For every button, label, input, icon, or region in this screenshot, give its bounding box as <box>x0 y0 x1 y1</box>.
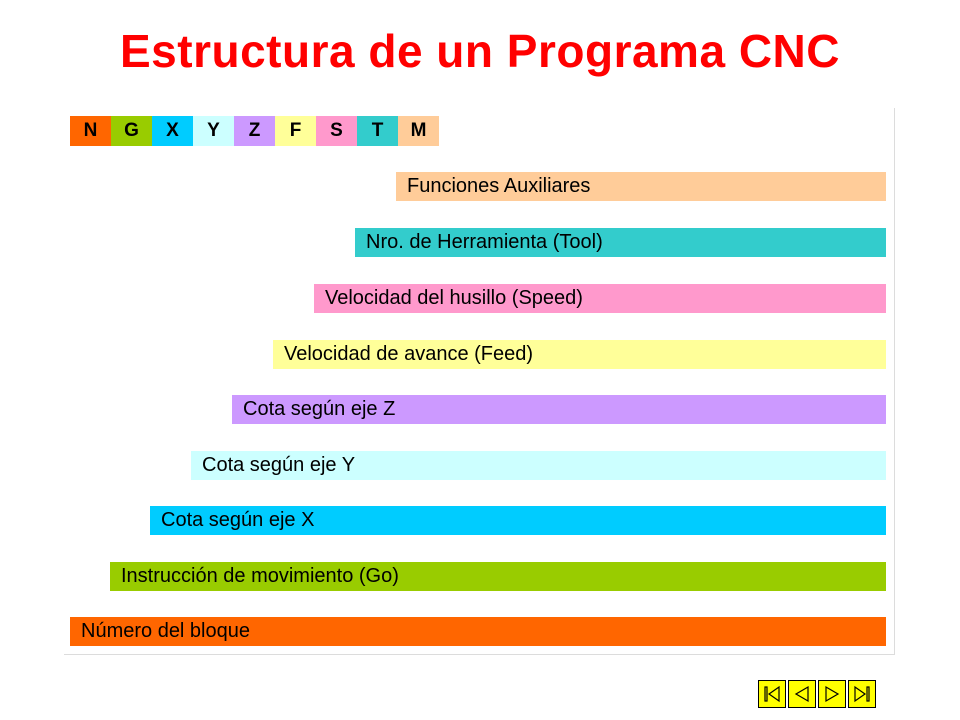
letter-s: S <box>316 116 357 146</box>
letter-f: F <box>275 116 316 146</box>
bar-funciones-auxiliares: Funciones Auxiliares <box>396 172 886 201</box>
bar-instruccion-movimiento: Instrucción de movimiento (Go) <box>110 562 886 591</box>
next-slide-button[interactable] <box>818 680 846 708</box>
last-slide-button[interactable] <box>848 680 876 708</box>
first-slide-icon <box>762 684 782 704</box>
letter-g: G <box>111 116 152 146</box>
bar-numero-bloque: Número del bloque <box>70 617 886 646</box>
page-title: Estructura de un Programa CNC <box>120 25 840 77</box>
letter-x: X <box>152 116 193 146</box>
bar-herramienta: Nro. de Herramienta (Tool) <box>355 228 886 257</box>
last-slide-icon <box>852 684 872 704</box>
slide-navigation <box>758 680 876 708</box>
letter-m: M <box>398 116 439 146</box>
bar-velocidad-husillo: Velocidad del husillo (Speed) <box>314 284 886 313</box>
letter-z: Z <box>234 116 275 146</box>
bar-cota-y: Cota según eje Y <box>191 451 886 480</box>
previous-slide-icon <box>792 684 812 704</box>
bar-velocidad-avance: Velocidad de avance (Feed) <box>273 340 886 369</box>
code-letter-row <box>70 116 439 146</box>
first-slide-button[interactable] <box>758 680 786 708</box>
previous-slide-button[interactable] <box>788 680 816 708</box>
bar-cota-x: Cota según eje X <box>150 506 886 535</box>
letter-t: T <box>357 116 398 146</box>
letter-y: Y <box>193 116 234 146</box>
letter-n: N <box>70 116 111 146</box>
bar-cota-z: Cota según eje Z <box>232 395 886 424</box>
next-slide-icon <box>822 684 842 704</box>
